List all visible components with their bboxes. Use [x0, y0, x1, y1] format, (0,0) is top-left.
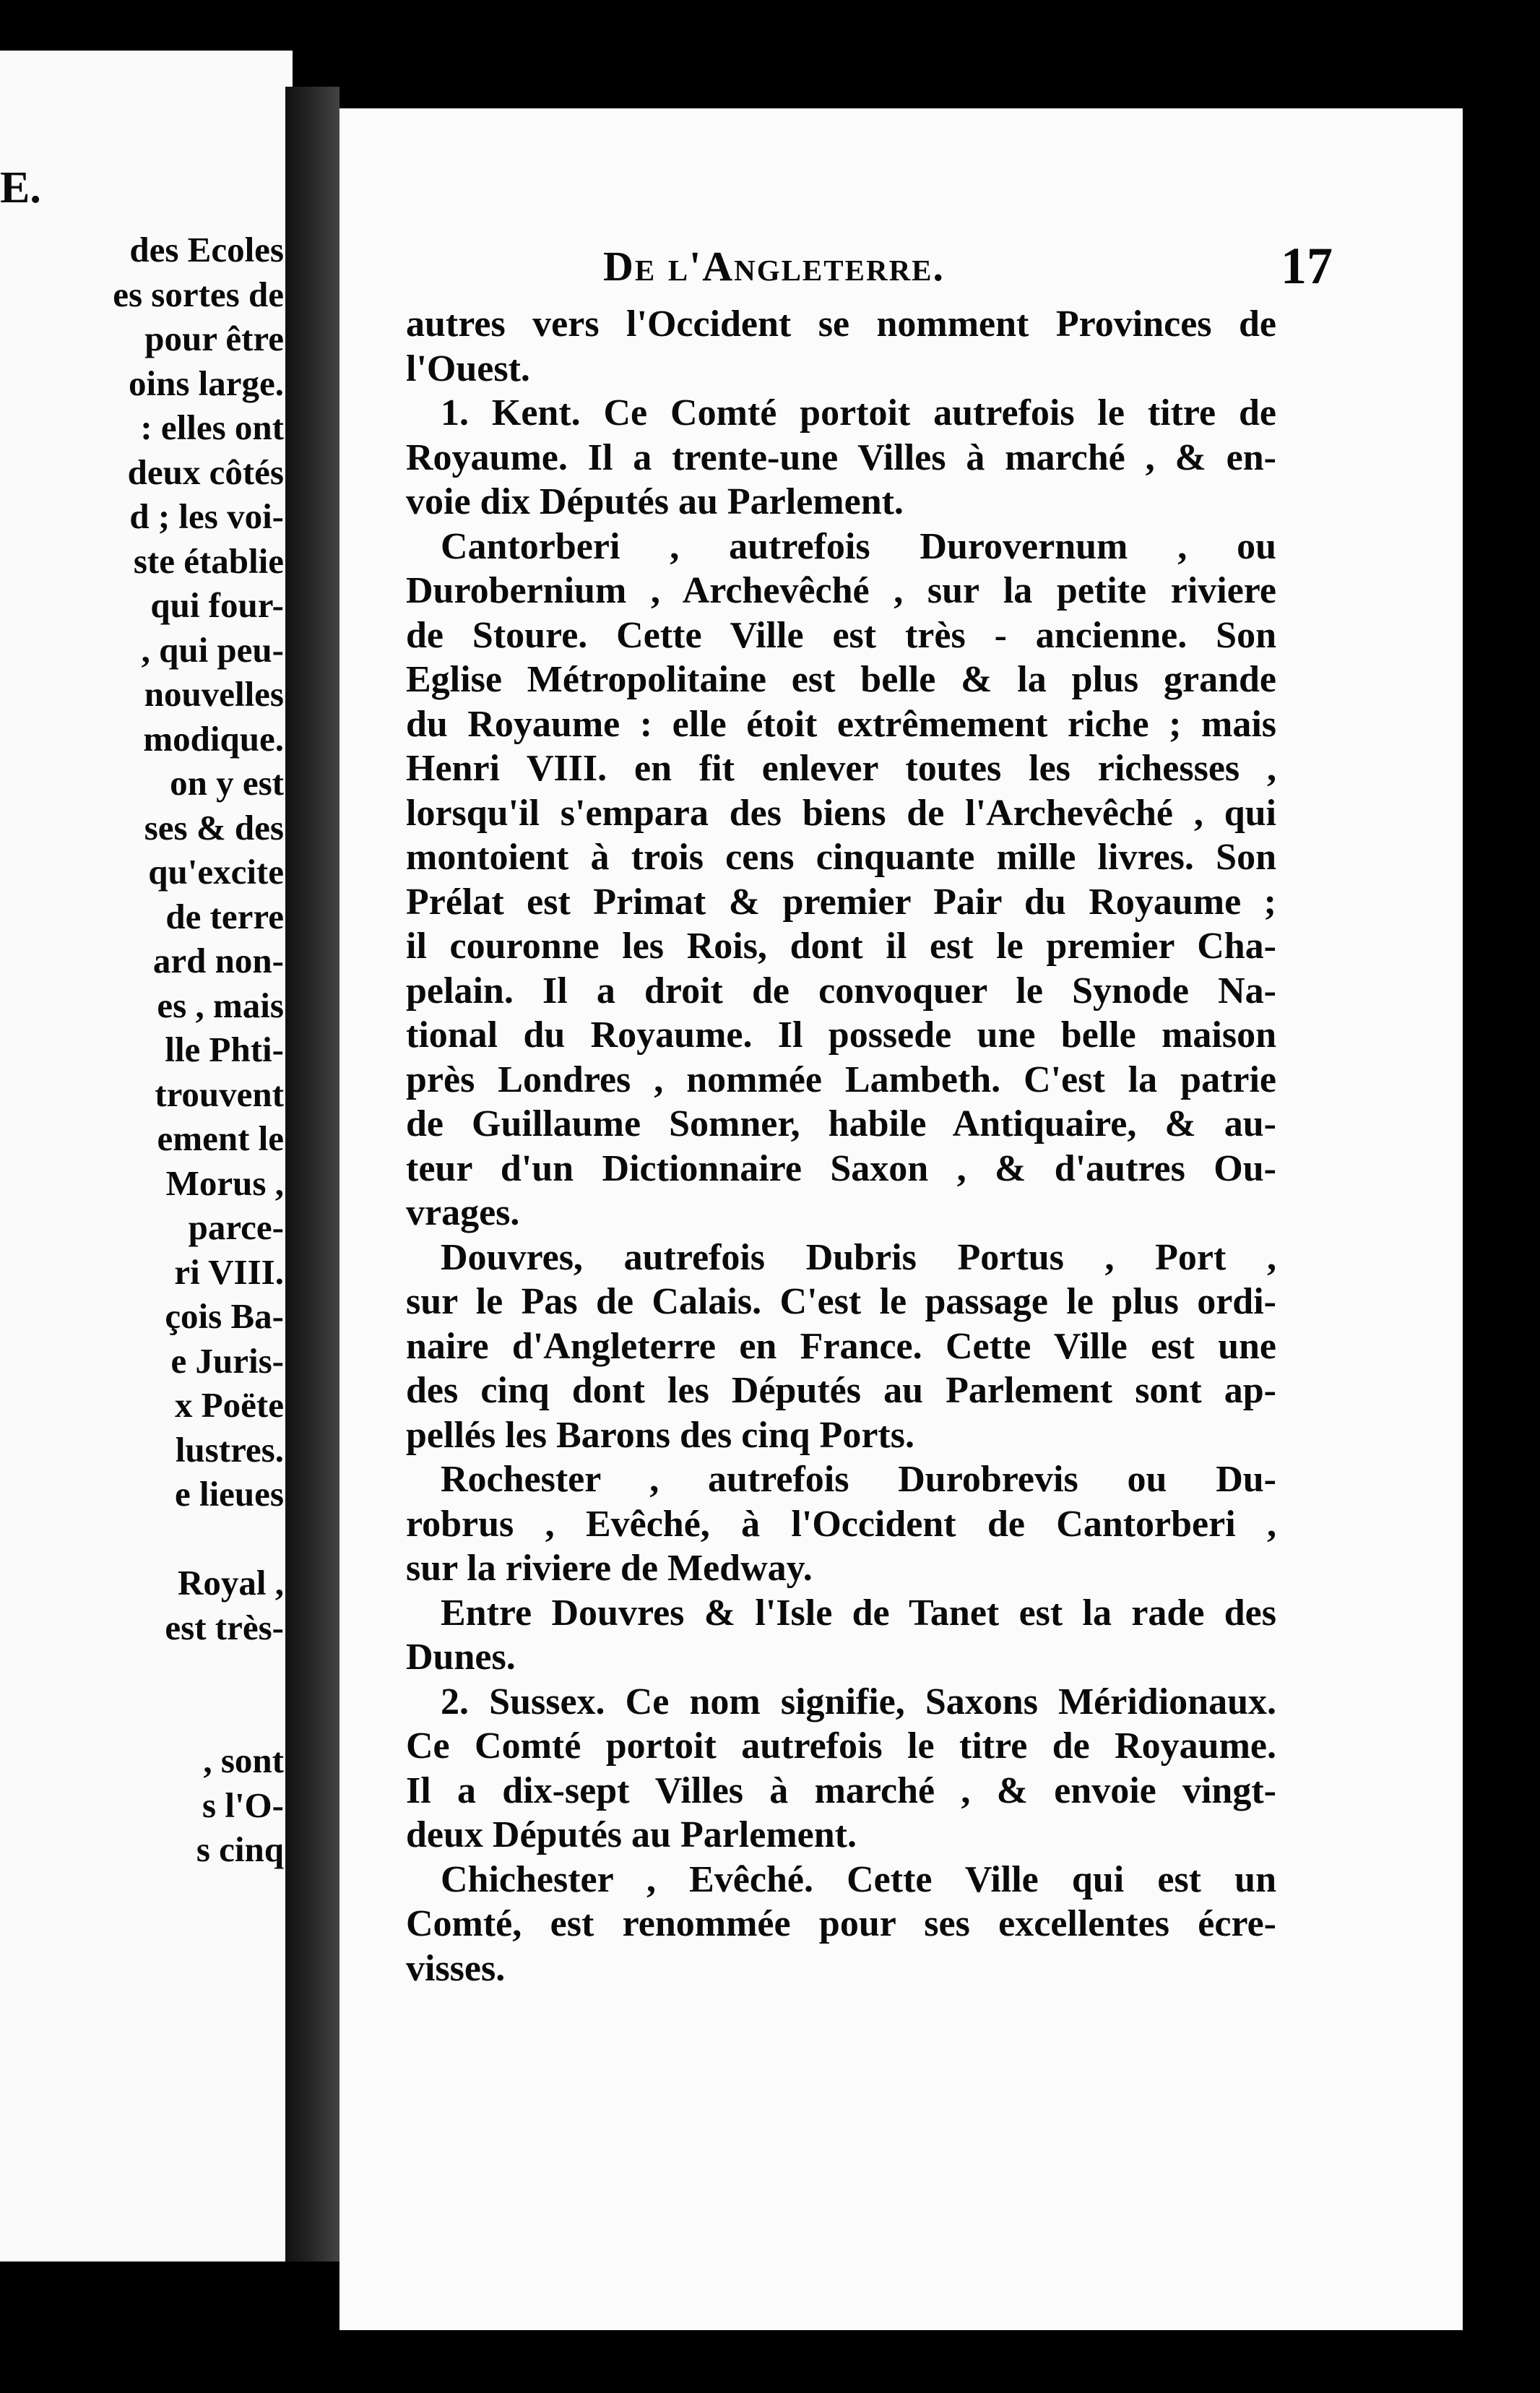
previous-page-line: qui four- [150, 585, 284, 625]
previous-page-line: nouvelles [144, 674, 284, 714]
text-line: vrages. [406, 1192, 520, 1233]
page-number: 17 [1281, 237, 1333, 295]
previous-page-line: ses & des [144, 807, 284, 848]
text-line: Rochester , autrefois Durobrevis ou Du- [441, 1459, 1276, 1500]
text-line: près Londres , nommée Lambeth. C'est la patrie [406, 1058, 1276, 1100]
previous-page-line: x Poëte [175, 1385, 284, 1425]
previous-page-line: ste établie [133, 540, 284, 581]
text-line: Eglise Métropolitaine est belle & la plus grande [406, 659, 1276, 700]
text-line: autres vers l'Occident se nomment Provinces de [406, 303, 1276, 345]
text-line: sur la riviere de Medway. [406, 1548, 813, 1589]
text-line: Entre Douvres & l'Isle de Tanet est la rade des [441, 1592, 1276, 1634]
previous-page-line: qu'excite [148, 852, 284, 892]
previous-page-line: modique. [143, 718, 284, 759]
text-line: montoient à trois cens cinquante mille livres. Son [406, 837, 1276, 878]
text-line: deux Députés au Parlement. [406, 1814, 857, 1855]
previous-page-header-fragment: E. [0, 163, 41, 212]
text-line: visses. [406, 1947, 506, 1989]
previous-page-line: oins large. [128, 363, 284, 403]
previous-page-line: es sortes de [113, 274, 284, 314]
previous-page-line: s cinq [196, 1829, 284, 1869]
text-line: teur d'un Dictionnaire Saxon , & d'autres Ou- [406, 1147, 1276, 1189]
previous-page-line: es , mais [157, 985, 284, 1025]
running-title: De l'Angleterre. [603, 243, 946, 290]
previous-page-line [113, 1517, 284, 1561]
previous-page-text [113, 228, 284, 1872]
previous-page-fragment [0, 51, 293, 2262]
text-line: Henri VIII. en fit enlever toutes les richesses , [406, 748, 1276, 789]
book-page [339, 108, 1463, 2330]
text-line: lorsqu'il s'empara des biens de l'Archevêché , qui [406, 792, 1276, 834]
text-line: tional du Royaume. Il possede une belle maison [406, 1014, 1276, 1056]
text-line: Douvres, autrefois Dubris Portus , Port , [441, 1236, 1276, 1278]
text-line: voie dix Députés au Parlement. [406, 481, 904, 522]
text-line: Royaume. Il a trente-une Villes à marché , & en- [406, 436, 1276, 478]
page-header [339, 237, 1463, 300]
text-line: Durobernium , Archevêché , sur la petite riviere [406, 570, 1276, 611]
previous-page-line: deux côtés [127, 452, 284, 492]
text-line: l'Ouest. [406, 348, 530, 389]
text-line: Ce Comté portoit autrefois le titre de Royaume. [406, 1725, 1276, 1767]
previous-page-line: s l'O- [202, 1785, 284, 1825]
previous-page-line: , sont [203, 1741, 284, 1780]
previous-page-line: d ; les voi- [129, 496, 284, 536]
text-line: Comté, est renommée pour ses excellentes écre- [406, 1903, 1276, 1944]
previous-page-line: lle Phti- [165, 1030, 284, 1069]
previous-page-line: ard non- [152, 941, 284, 980]
text-line: 1. Kent. Ce Comté portoit autrefois le titre de [441, 392, 1276, 434]
previous-page-line: on y est [170, 763, 284, 803]
previous-page-line: Royal , [178, 1563, 284, 1603]
text-line: pellés les Barons des cinq Ports. [406, 1414, 914, 1456]
text-line: Chichester , Evêché. Cette Ville qui est un [441, 1858, 1276, 1900]
text-line: de Stoure. Cette Ville est très - ancienne. Son [406, 614, 1276, 656]
previous-page-line: çois Ba- [165, 1296, 284, 1336]
text-line: sur le Pas de Calais. C'est le passage le plus ordi- [406, 1281, 1276, 1322]
previous-page-line: Morus , [165, 1163, 284, 1203]
previous-page-line: e Juris- [170, 1340, 284, 1381]
book-gutter [285, 87, 339, 2262]
text-line: Prélat est Primat & premier Pair du Royaume ; [406, 881, 1276, 923]
previous-page-line: ri VIII. [174, 1251, 284, 1292]
text-line: pelain. Il a droit de convoquer le Synode Na- [406, 970, 1276, 1012]
previous-page-line: ement le [157, 1118, 284, 1158]
text-line: il couronne les Rois, dont il est le premier Cha- [406, 926, 1276, 967]
previous-page-line: de terre [165, 896, 284, 936]
text-line: Il a dix-sept Villes à marché , & envoie vingt- [406, 1769, 1276, 1811]
text-line: du Royaume : elle étoit extrêmement riche ; mais [406, 703, 1276, 745]
text-line: robrus , Evêché, à l'Occident de Cantorberi , [406, 1503, 1276, 1545]
previous-page-line: est très- [165, 1607, 284, 1647]
text-line: 2. Sussex. Ce nom signifie, Saxons Méridionaux. [441, 1681, 1276, 1722]
previous-page-line: , qui peu- [141, 629, 284, 670]
body-text [406, 302, 1276, 1991]
previous-page-line [113, 1694, 284, 1739]
text-line: naire d'Angleterre en France. Cette Ville est une [406, 1325, 1276, 1367]
text-line: de Guillaume Somner, habile Antiquaire, & au- [406, 1103, 1276, 1144]
previous-page-line: parce- [188, 1207, 284, 1247]
previous-page-line [113, 1650, 284, 1694]
text-line: Dunes. [406, 1637, 516, 1678]
previous-page-line: des Ecoles [129, 230, 284, 270]
previous-page-line: e lieues [174, 1474, 284, 1514]
previous-page-line: pour être [144, 319, 284, 358]
previous-page-line: lustres. [175, 1429, 284, 1470]
text-line: des cinq dont les Députés au Parlement sont ap- [406, 1370, 1276, 1411]
previous-page-line: trouvent [155, 1074, 284, 1114]
previous-page-line: : elles ont [140, 408, 284, 447]
text-line: Cantorberi , autrefois Durovernum , ou [441, 525, 1276, 567]
